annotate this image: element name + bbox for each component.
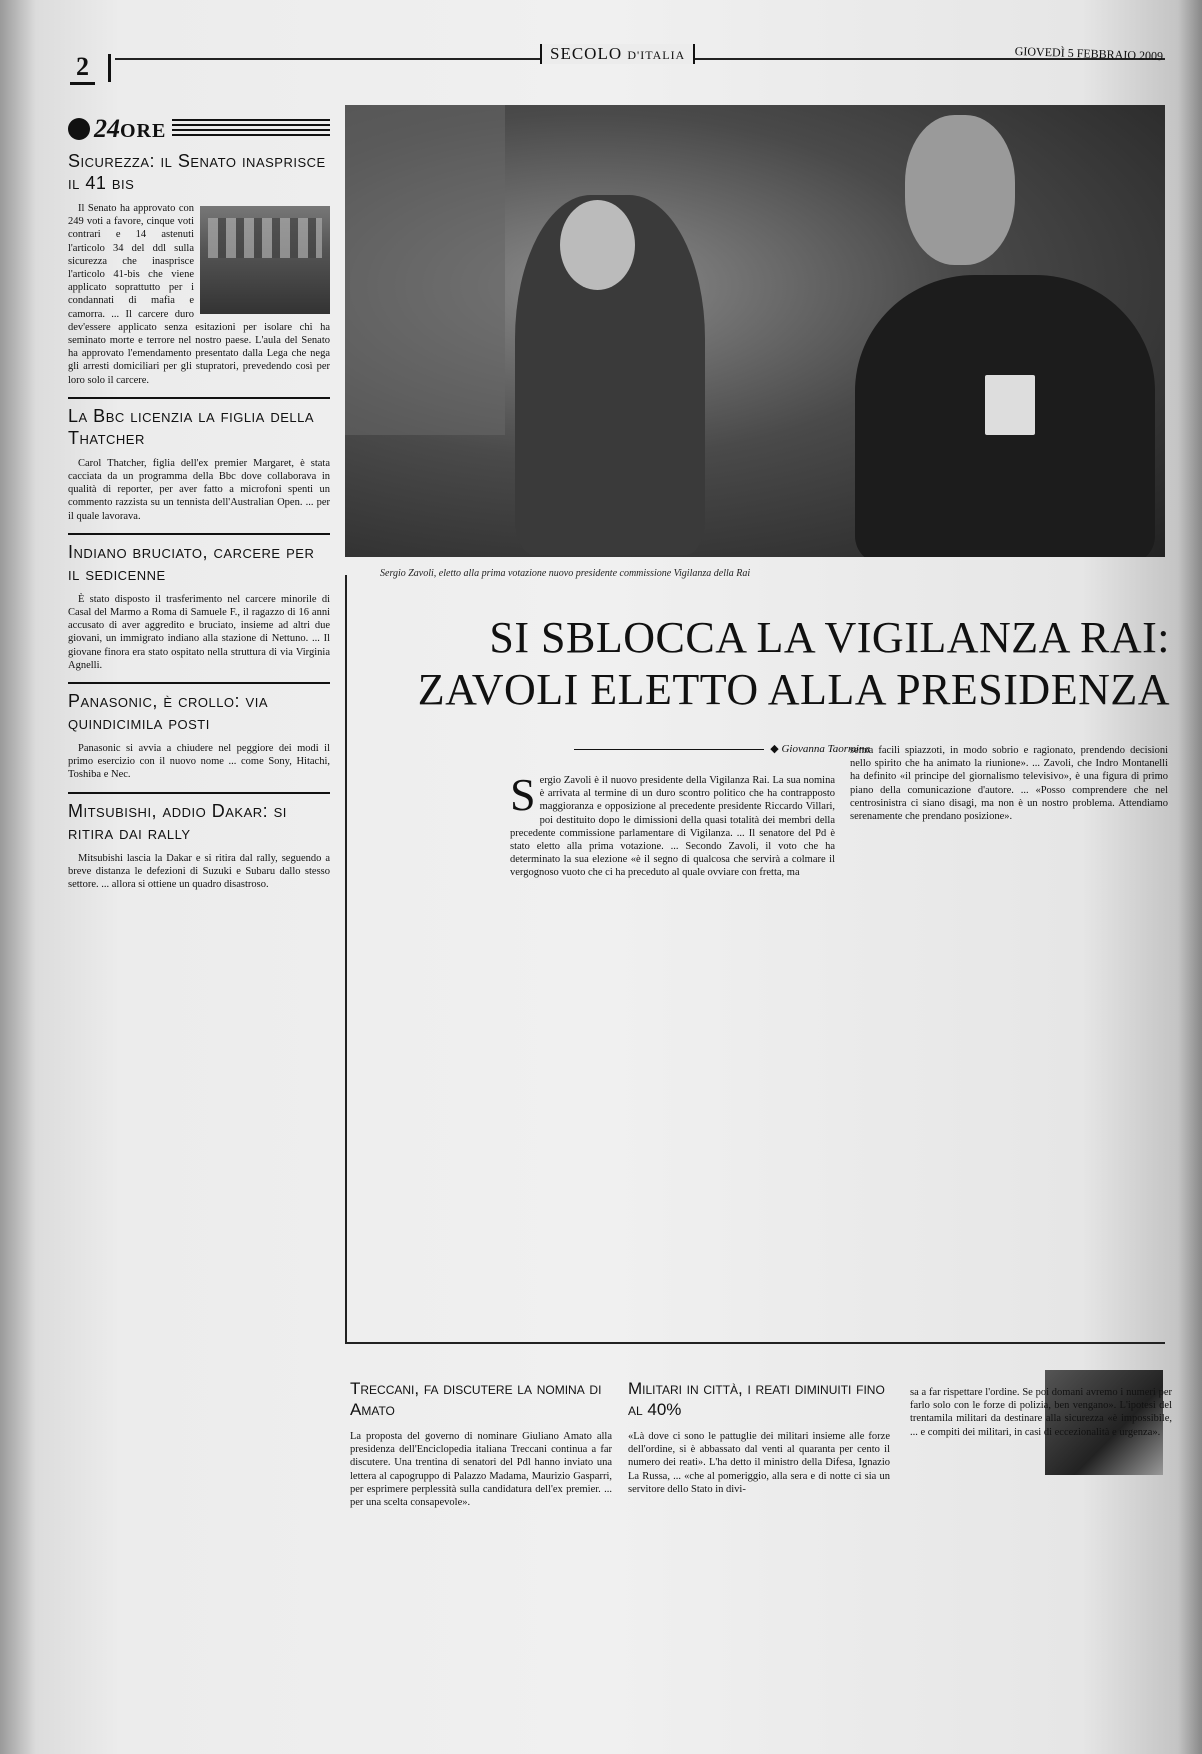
article-body: «Là dove ci sono le pattuglie dei militari insieme alle forze dell'ordine, si è abbassato dal venti al quaranta per cento il numero dei reati». L'ha detto il ministro della Difesa, Ignazio La Russa, ... «che al pomeriggio, alla sera e di notte ci sia un servitore dello Stato in divi- <box>628 1431 890 1495</box>
article-treccani <box>350 1378 612 1519</box>
doorway <box>345 105 505 435</box>
divider <box>68 397 330 399</box>
article-militari <box>628 1378 890 1506</box>
uniformed-head <box>905 115 1015 265</box>
issue-date: GIOVEDÌ 5 FEBBRAIO 2009 <box>1014 44 1164 64</box>
article-text: ergio Zavoli è il nuovo presidente della Vigilanza Rai. La sua nomina è arrivata al termine di un duro scontro politico che ha contrapposto maggioranza e opposizione al precedente presidente Riccardo Villari, poi destituito dopo le dimissioni della quasi totalità dei membri della precedente commissione parlamentare di Vigilanza. ... Il senatore del Pd è stato eletto alla prima votazione. ... Secondo Zavoli, il voto che ha determinato la sua elezione «è il segno di qualcosa che servirà a colmare il vergognoso vuoto che ci ha preceduto al quale ovviare con fretta, ma <box>510 775 835 879</box>
drop-cap: S <box>510 769 536 820</box>
divider <box>68 533 330 535</box>
section-title <box>68 114 330 144</box>
clock-icon <box>68 118 90 140</box>
box-rule-left <box>345 575 347 1343</box>
article-militari-cont <box>910 1386 1172 1439</box>
senate-photo <box>200 206 330 314</box>
divider <box>68 792 330 794</box>
badge <box>985 375 1035 435</box>
byline-rule <box>574 749 764 750</box>
article-column-1 <box>510 769 835 880</box>
article-heading: Militari in città, i reati diminuiti fino al 40% <box>628 1379 885 1419</box>
article-heading: Treccani, fa discutere la nomina di Amato <box>350 1379 602 1419</box>
masthead-subtitle: D'ITALIA <box>627 48 686 62</box>
brief-heading: Mitsubishi, addio Dakar: si ritira dai rally <box>68 800 287 843</box>
article-column-2 <box>850 744 1168 823</box>
divider <box>68 682 330 684</box>
byline: ◆ Giovanna Taormina <box>530 742 870 755</box>
brief-body: Il Senato ha approvato con 249 voti a favore, cinque voti contrari e 14 astenuti l'articolo 34 del ddl sulla sicurezza che inasprisce l'articolo 41-bis che viene applicato soprattutto per i condannati di mafia e camorra. ... Il carcere duro dev'essere applicato senza esitazioni per isolare chi ha seminato morte e terrore nel nostro paese. L'aula del Senato ha approvato l'emendamento presentato dalla Lega che nega gli arresti domiciliari per gli stupratori, prevedendo così per loro solo il carcere. <box>68 203 330 386</box>
masthead-title: SECOLO <box>550 44 623 63</box>
photo-caption: Sergio Zavoli, eletto alla prima votazione nuovo presidente commissione Vigilanza della Rai <box>380 568 751 579</box>
section-title-word: ORE <box>120 120 167 142</box>
brief-body: Panasonic si avvia a chiudere nel peggiore dei modi il primo esercizio con il nuovo nome ... come Sony, Hitachi, Toshiba e Nec. <box>68 743 330 781</box>
main-photo <box>345 105 1165 557</box>
brief-heading: La Bbc licenzia la figlia della Thatcher <box>68 405 315 448</box>
article-text: senza facili spiazzoti, in modo sobrio e ragionato, prendendo decisioni nello spirito che ha animato la riunione». ... Zavoli, che Indro Montanelli ha definito «il principe del giornalismo televisivo», è una figura di primo piano della comunicazione d'autore. ... «Posso comprendere che nel centrosinistra ci siano disagi, ma non è un nostro problema. Attendiamo serenamente che prendano posizione». <box>850 745 1168 823</box>
headline-line-1: SI SBLOCCA LA VIGILANZA RAI: <box>489 613 1170 662</box>
person-head <box>560 200 635 290</box>
brief-body: Carol Thatcher, figlia dell'ex premier Margaret, è stata cacciata da un programma della Bbc dove collaborava in qualità di reporter, per aver fatto a microfoni spenti un commento razzista su un tennista dell'Australian Open. ... per il quale lavorava. <box>68 457 330 522</box>
page-number: 2 <box>70 52 95 85</box>
brief-body: È stato disposto il trasferimento nel carcere minorile di Casal del Marmo a Roma di Samuele F., il ragazzo di 16 anni accusato di aver aggredito e bruciato, insieme ad altri due giovani, un immigrato indiano alla stazione di Nettuno. ... Il giovane finora era stato ospitato nella struttura di via Virginia Agnelli. <box>68 593 330 671</box>
sidebar-24ore <box>68 114 330 901</box>
article-body: La proposta del governo di nominare Giuliano Amato alla presidenza dell'Enciclopedia italiana Treccani continua a far discutere. Una trentina di senatori del Pdl hanno inviato una lettera al capogruppo di Palazzo Madama, Maurizio Gasparri, per esprimere perplessità sulla candidatura dell'ex premier. ... per una scelta consapevole». <box>350 1431 612 1509</box>
author-name: Giovanna Taormina <box>781 743 870 755</box>
headline <box>360 612 1170 716</box>
masthead <box>540 44 695 64</box>
brief-heading: Panasonic, è crollo: via quindicimila posti <box>68 691 268 734</box>
brief-heading: Sicurezza: il Senato inasprisce il 41 bis <box>68 151 326 193</box>
box-rule-bottom <box>345 1342 1165 1344</box>
article-text: sa a far rispettare l'ordine. Se poi domani avremo i numeri per farlo solo con le forze di polizia, ben vengano». L'ipotesi del trentamila militari da destinare alla sicurezza «è impossibile, ... e compiti dei militari, in casi di eccezionalità e urgenza». <box>910 1387 1172 1438</box>
section-title-rules <box>172 119 330 139</box>
page-number-divider <box>108 54 111 82</box>
brief-heading: Indiano bruciato, carcere per il sedicenne <box>68 541 315 584</box>
headline-line-2: ZAVOLI ELETTO ALLA PRESIDENZA <box>417 665 1170 714</box>
section-title-number: 24 <box>94 114 120 143</box>
brief-body: Mitsubishi lascia la Dakar e si ritira dal rally, seguendo a breve distanza le defezioni di Suzuki e Subaru dallo stesso settore. ... allora si ottiene un quadro disastroso. <box>68 852 330 891</box>
